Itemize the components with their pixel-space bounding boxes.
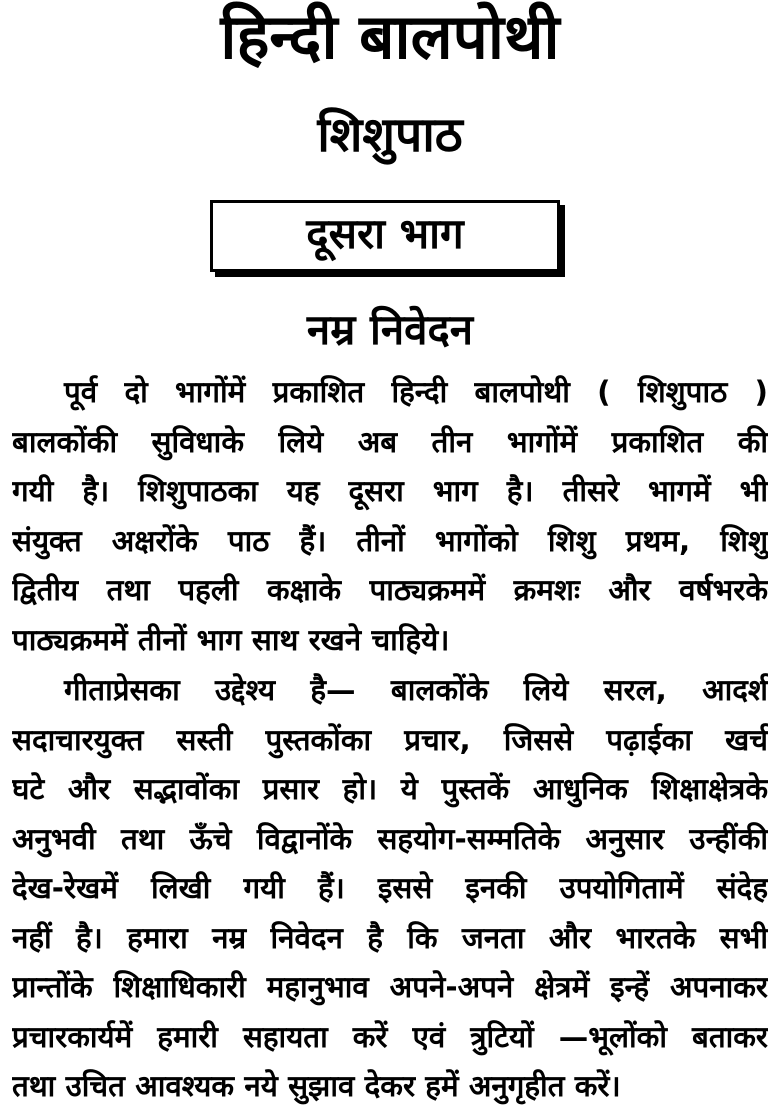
paragraph-line: प्रचारकार्यमें हमारी सहायता करें एवं त्रुटियों —भूलोंको बताकर <box>12 1019 768 1054</box>
paragraph-line: द्वितीय तथा पहली कक्षाके पाठ्यक्रममें क्रमशः और वर्षभरके <box>12 573 768 607</box>
paragraph-2 <box>12 666 768 1112</box>
paragraph-line: घटे और सद्भावोंका प्रसार हो। ये पुस्तकें आधुनिक शिक्षाक्षेत्रके <box>12 772 768 806</box>
paragraph-line: अनुभवी तथा ऊँचे विद्वानोंके सहयोग-सम्मतिके अनुसार उन्हींकी <box>12 821 768 856</box>
paragraph-line: गीताप्रेसका उद्देश्य है— बालकोंके लिये सरल, आदर्श <box>64 673 768 707</box>
paragraph-line: संयुक्त अक्षरोंके पाठ हैं। तीनों भागोंको शिशु प्रथम, शिशु <box>12 523 768 558</box>
paragraph-1 <box>12 368 768 665</box>
paragraph-line: तथा उचित आवश्यक नये सुझाव देकर हमें अनुगृहीत करें। <box>12 1069 621 1103</box>
paragraph-line: प्रान्तोंके शिक्षाधिकारी महानुभाव अपने-अपने क्षेत्रमें इन्हें अपनाकर <box>12 970 768 1004</box>
section-heading: नम्र निवेदन <box>306 305 474 354</box>
paragraph-line: गयी है। शिशुपाठका यह दूसरा भाग है। तीसरे भागमें भी <box>12 474 768 508</box>
paragraph-line: पूर्व दो भागोंमें प्रकाशित हिन्दी बालपोथी ( शिशुपाठ ) <box>64 375 768 409</box>
book-subtitle: शिशुपाठ <box>317 107 463 163</box>
paragraph-line: बालकोंकी सुविधाके लिये अब तीन भागोंमें प्रकाशित की <box>12 424 768 459</box>
book-title: हिन्दी बालपोथी <box>220 0 560 73</box>
paragraph-line: पाठ्यक्रममें तीनों भाग साथ रखने चाहिये। <box>12 622 450 657</box>
paragraph-line: देख-रेखमें लिखी गयी हैं। इससे इनकी उपयोगितामें संदेह <box>12 871 768 905</box>
paragraph-line: नहीं है। हमारा नम्र निवेदन है कि जनता और भारतके सभी <box>12 920 768 955</box>
part-label: दूसरा भाग <box>306 209 464 258</box>
paragraph-line: सदाचारयुक्त सस्ती पुस्तकोंका प्रचार, जिससे पढ़ाईका खर्च <box>12 722 768 757</box>
